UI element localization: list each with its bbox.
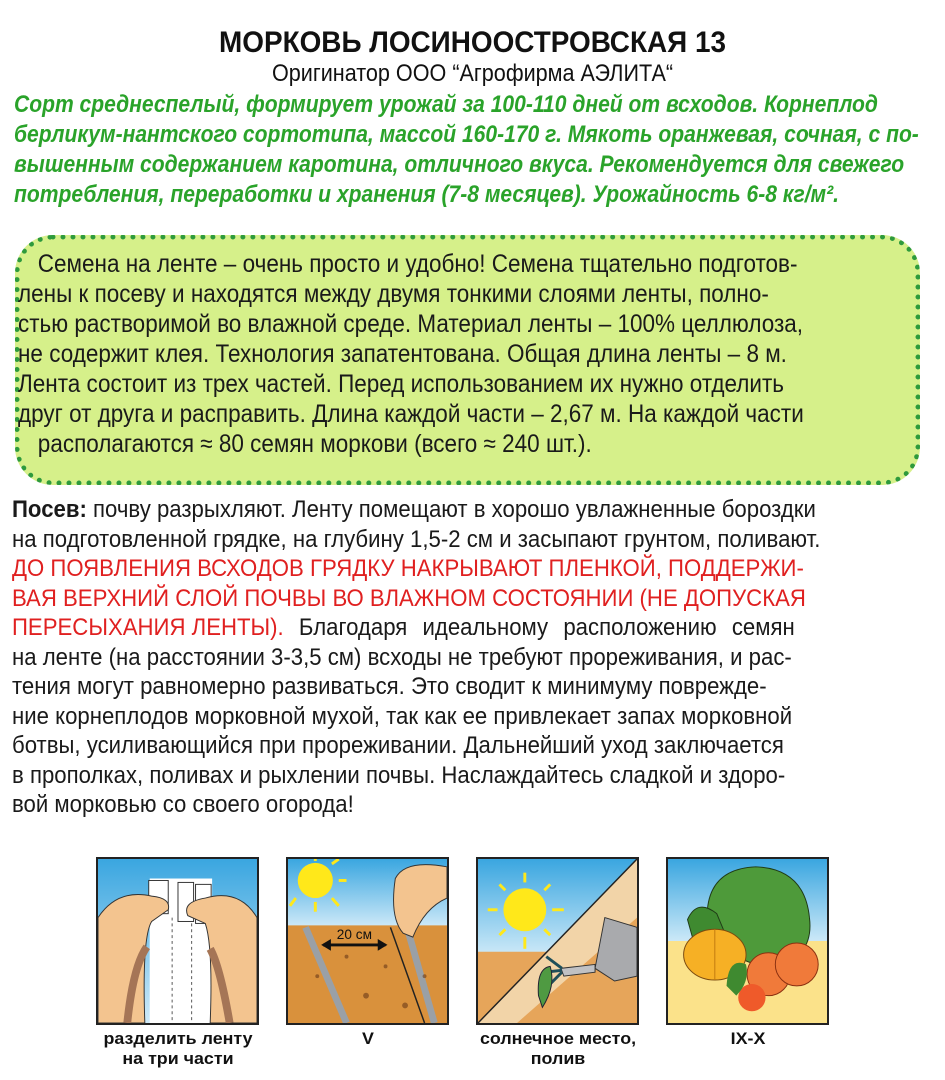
- page-title: МОРКОВЬ ЛОСИНООСТРОВСКАЯ 13: [219, 26, 726, 59]
- description-line: вышенным содержанием каротина, отличного вкуса. Рекомендуется для свежего: [14, 151, 905, 178]
- sowing-instructions: [12, 495, 820, 820]
- description-line: потребления, переработки и хранения (7-8 месяцев). Урожайность 6-8 кг/м².: [14, 181, 840, 208]
- sowing-warning: ВАЯ ВЕРХНИЙ СЛОЙ ПОЧВЫ ВО ВЛАЖНОМ СОСТОЯНИИ (НЕ ДОПУСКАЯ: [12, 584, 806, 612]
- pictogram-caption: [73, 1029, 283, 1069]
- description-line: Сорт среднеспелый, формирует урожай за 100-110 дней от всходов. Корнеплод: [14, 91, 878, 118]
- originator-line: Оригинатор ООО “Агрофирма АЭЛИТА“: [271, 60, 674, 87]
- info-line: стью растворимой во влажной среде. Материал ленты – 100% целлюлоза,: [18, 310, 804, 338]
- info-line: не содержит клея. Технология запатентована. Общая длина ленты – 8 м.: [18, 340, 787, 368]
- sowing-text: на подготовленной грядке, на глубину 1,5-2 см и засыпают грунтом, поливают.: [12, 525, 821, 553]
- sowing-text: вой морковью со своего огорода!: [12, 791, 354, 818]
- caption-line: V: [362, 1029, 374, 1048]
- sowing-label: Посев:: [12, 496, 87, 523]
- caption-line: полив: [530, 1049, 586, 1068]
- caption-line: IX-X: [730, 1029, 766, 1048]
- info-line: Семена на ленте – очень просто и удобно! Семена тщательно подготов-: [37, 250, 798, 278]
- sowing-warning: ДО ПОЯВЛЕНИЯ ВСХОДОВ ГРЯДКУ НАКРЫВАЮТ ПЛЕНКОЙ, ПОДДЕРЖИ-: [12, 555, 804, 582]
- sowing-text: Благодаря идеальному расположению семян: [283, 614, 795, 641]
- hands-splitting-tape-icon: [96, 857, 259, 1025]
- seed-tape-info-text: [18, 249, 804, 459]
- pictogram-caption: [263, 1029, 473, 1049]
- harvest-vegetables-icon: [666, 857, 829, 1025]
- sowing-row-spacing-icon: [286, 857, 449, 1025]
- variety-description: [14, 90, 934, 210]
- pictogram-caption: [643, 1029, 853, 1049]
- info-line: друг от друга и расправить. Длина каждой части – 2,67 м. На каждой части: [18, 400, 804, 428]
- info-line: располагаются ≈ 80 семян моркови (всего ≈ 240 шт.).: [37, 430, 592, 458]
- info-line: лены к посеву и находятся между двумя тонкими слоями ленты, полно-: [18, 280, 769, 308]
- sun-and-watering-can-icon: [476, 857, 639, 1025]
- sowing-warning: ПЕРЕСЫХАНИЯ ЛЕНТЫ).: [12, 614, 284, 641]
- sowing-text: ботвы, усиливающийся при прореживании. Дальнейший уход заключается: [12, 732, 784, 759]
- pictogram-caption: [453, 1029, 663, 1069]
- caption-line: разделить ленту: [103, 1029, 253, 1048]
- caption-line: на три части: [122, 1049, 234, 1068]
- sowing-text: в прополках, поливах и рыхлении почвы. Наслаждайтесь сладкой и здоро-: [12, 761, 786, 789]
- sowing-text: ние корнеплодов морковной мухой, так как ее привлекает запах морковной: [12, 702, 793, 730]
- info-line: Лента состоит из трех частей. Перед использованием их нужно отделить: [18, 370, 785, 398]
- caption-line: солнечное место,: [479, 1029, 637, 1048]
- sowing-text: тения могут равномерно развиваться. Это сводит к минимуму поврежде-: [12, 673, 767, 700]
- sowing-text: почву разрыхляют. Ленту помещают в хорошо увлажненные бороздки: [86, 496, 816, 523]
- description-line: берликум-нантского сортотипа, массой 160-170 г. Мякоть оранжевая, сочная, с по-: [14, 121, 919, 148]
- sowing-text: на ленте (на расстоянии 3-3,5 см) всходы не требуют прореживания, и рас-: [12, 643, 792, 671]
- pictogram-row: [96, 857, 856, 1077]
- row-spacing-label: 20 см: [336, 927, 372, 943]
